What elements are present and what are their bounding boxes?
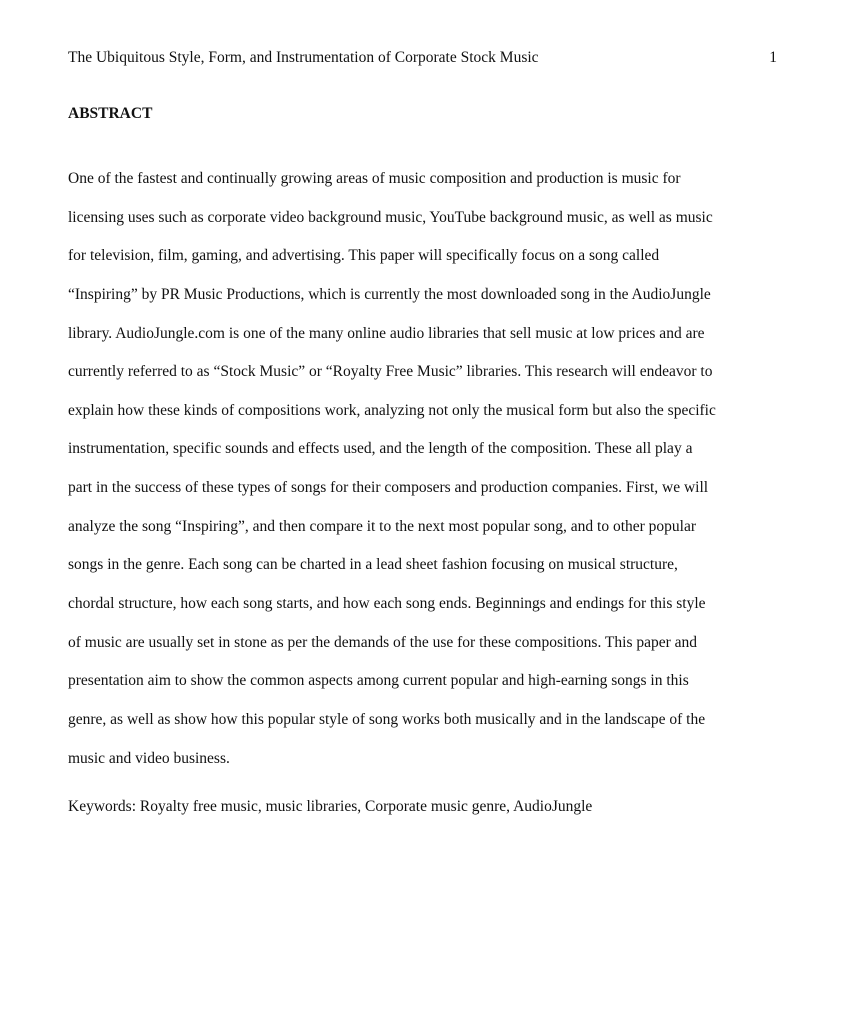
abstract-line: library. AudioJungle.com is one of the many online audio libraries that sell music at low prices and are: [68, 324, 705, 342]
running-head-title: The Ubiquitous Style, Form, and Instrumentation of Corporate Stock Music: [68, 49, 539, 66]
abstract-line: of music are usually set in stone as per the demands of the use for these compositions. This paper and: [68, 633, 698, 651]
abstract-line: explain how these kinds of compositions work, analyzing not only the musical form but also the specific: [68, 401, 716, 419]
abstract-line: One of the fastest and continually growing areas of music composition and production is music for: [68, 170, 681, 187]
keywords-line: Keywords: Royalty free music, music libraries, Corporate music genre, AudioJungle: [68, 798, 593, 815]
abstract-line: genre, as well as show how this popular style of song works both musically and in the landscape of the: [68, 710, 706, 728]
abstract-body: [68, 160, 788, 778]
abstract-heading: ABSTRACT: [68, 105, 153, 122]
abstract-line: licensing uses such as corporate video background music, YouTube background music, as well as music: [68, 208, 713, 226]
abstract-line: currently referred to as “Stock Music” or “Royalty Free Music” libraries. This research will endeavor to: [68, 363, 713, 381]
abstract-line: chordal structure, how each song starts, and how each song ends. Beginnings and endings for this style: [68, 595, 706, 613]
abstract-line: part in the success of these types of songs for their composers and production companies. First, we will: [68, 479, 709, 497]
page-number: 1: [769, 49, 777, 66]
abstract-line: analyze the song “Inspiring”, and then compare it to the next most popular song, and to other popular: [68, 517, 697, 535]
abstract-line: songs in the genre. Each song can be charted in a lead sheet fashion focusing on musical structure,: [68, 556, 678, 574]
abstract-line: instrumentation, specific sounds and effects used, and the length of the composition. These all play a: [68, 440, 693, 458]
abstract-line: for television, film, gaming, and advertising. This paper will specifically focus on a song called: [68, 247, 660, 265]
abstract-line: music and video business.: [68, 749, 230, 767]
abstract-line: “Inspiring” by PR Music Productions, which is currently the most downloaded song in the AudioJungle: [68, 285, 711, 303]
abstract-line: presentation aim to show the common aspects among current popular and high-earning songs in this: [68, 672, 689, 690]
